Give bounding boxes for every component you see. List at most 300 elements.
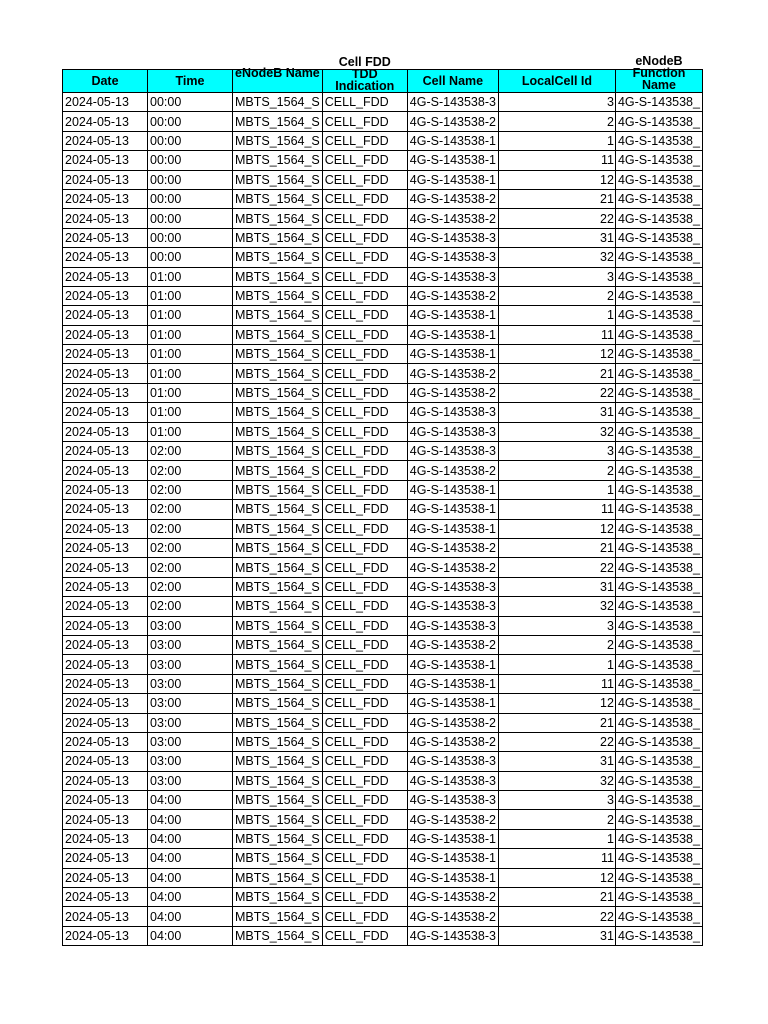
cell-name-cell[interactable]: 4G-S-143538-3 bbox=[407, 597, 498, 616]
cell-fdd-tdd-indication-cell[interactable]: CELL_FDD bbox=[322, 597, 407, 616]
time-cell[interactable]: 00:00 bbox=[148, 209, 233, 228]
cell-fdd-tdd-indication-cell[interactable]: CELL_FDD bbox=[322, 442, 407, 461]
enodeb-function-name-cell[interactable]: 4G-S-143538_ bbox=[615, 286, 702, 305]
localcell-id-cell[interactable]: 22 bbox=[498, 907, 615, 926]
cell-fdd-tdd-indication-cell[interactable]: CELL_FDD bbox=[322, 752, 407, 771]
localcell-id-cell[interactable]: 1 bbox=[498, 655, 615, 674]
localcell-id-cell[interactable]: 12 bbox=[498, 170, 615, 189]
cell-name-cell[interactable]: 4G-S-143538-2 bbox=[407, 209, 498, 228]
time-cell[interactable]: 00:00 bbox=[148, 93, 233, 112]
time-cell[interactable]: 03:00 bbox=[148, 771, 233, 790]
localcell-id-cell[interactable]: 2 bbox=[498, 810, 615, 829]
date-cell[interactable]: 2024-05-13 bbox=[63, 286, 148, 305]
enodeb-name-cell[interactable]: MBTS_1564_S bbox=[233, 170, 323, 189]
cell-fdd-tdd-indication-cell[interactable]: CELL_FDD bbox=[322, 209, 407, 228]
cell-fdd-tdd-indication-cell[interactable]: CELL_FDD bbox=[322, 461, 407, 480]
date-cell[interactable]: 2024-05-13 bbox=[63, 325, 148, 344]
enodeb-name-cell[interactable]: MBTS_1564_S bbox=[233, 403, 323, 422]
localcell-id-cell[interactable]: 3 bbox=[498, 93, 615, 112]
time-cell[interactable]: 03:00 bbox=[148, 674, 233, 693]
cell-fdd-tdd-indication-cell[interactable]: CELL_FDD bbox=[322, 325, 407, 344]
enodeb-function-name-cell[interactable]: 4G-S-143538_ bbox=[615, 267, 702, 286]
enodeb-name-cell[interactable]: MBTS_1564_S bbox=[233, 577, 323, 596]
time-cell[interactable]: 03:00 bbox=[148, 694, 233, 713]
cell-name-cell[interactable]: 4G-S-143538-1 bbox=[407, 868, 498, 887]
localcell-id-cell[interactable]: 12 bbox=[498, 694, 615, 713]
cell-name-cell[interactable]: 4G-S-143538-2 bbox=[407, 286, 498, 305]
cell-name-cell[interactable]: 4G-S-143538-1 bbox=[407, 480, 498, 499]
enodeb-function-name-cell[interactable]: 4G-S-143538_ bbox=[615, 694, 702, 713]
header-localcell-id[interactable]: LocalCell Id bbox=[498, 70, 615, 93]
cell-name-cell[interactable]: 4G-S-143538-1 bbox=[407, 151, 498, 170]
enodeb-name-cell[interactable]: MBTS_1564_S bbox=[233, 500, 323, 519]
localcell-id-cell[interactable]: 12 bbox=[498, 345, 615, 364]
enodeb-name-cell[interactable]: MBTS_1564_S bbox=[233, 694, 323, 713]
enodeb-name-cell[interactable]: MBTS_1564_S bbox=[233, 461, 323, 480]
enodeb-function-name-cell[interactable]: 4G-S-143538_ bbox=[615, 888, 702, 907]
time-cell[interactable]: 04:00 bbox=[148, 888, 233, 907]
localcell-id-cell[interactable]: 2 bbox=[498, 635, 615, 654]
time-cell[interactable]: 00:00 bbox=[148, 228, 233, 247]
header-date[interactable]: Date bbox=[63, 70, 148, 93]
enodeb-function-name-cell[interactable]: 4G-S-143538_ bbox=[615, 926, 702, 945]
time-cell[interactable]: 00:00 bbox=[148, 189, 233, 208]
date-cell[interactable]: 2024-05-13 bbox=[63, 926, 148, 945]
enodeb-name-cell[interactable]: MBTS_1564_S bbox=[233, 907, 323, 926]
date-cell[interactable]: 2024-05-13 bbox=[63, 306, 148, 325]
cell-fdd-tdd-indication-cell[interactable]: CELL_FDD bbox=[322, 577, 407, 596]
enodeb-function-name-cell[interactable]: 4G-S-143538_ bbox=[615, 403, 702, 422]
enodeb-function-name-cell[interactable]: 4G-S-143538_ bbox=[615, 674, 702, 693]
cell-fdd-tdd-indication-cell[interactable]: CELL_FDD bbox=[322, 248, 407, 267]
cell-fdd-tdd-indication-cell[interactable]: CELL_FDD bbox=[322, 810, 407, 829]
localcell-id-cell[interactable]: 21 bbox=[498, 538, 615, 557]
cell-name-cell[interactable]: 4G-S-143538-1 bbox=[407, 849, 498, 868]
localcell-id-cell[interactable]: 22 bbox=[498, 209, 615, 228]
time-cell[interactable]: 02:00 bbox=[148, 442, 233, 461]
cell-fdd-tdd-indication-cell[interactable]: CELL_FDD bbox=[322, 655, 407, 674]
date-cell[interactable]: 2024-05-13 bbox=[63, 461, 148, 480]
cell-fdd-tdd-indication-cell[interactable]: CELL_FDD bbox=[322, 849, 407, 868]
enodeb-function-name-cell[interactable]: 4G-S-143538_ bbox=[615, 461, 702, 480]
cell-fdd-tdd-indication-cell[interactable]: CELL_FDD bbox=[322, 674, 407, 693]
date-cell[interactable]: 2024-05-13 bbox=[63, 364, 148, 383]
localcell-id-cell[interactable]: 1 bbox=[498, 829, 615, 848]
date-cell[interactable]: 2024-05-13 bbox=[63, 151, 148, 170]
date-cell[interactable]: 2024-05-13 bbox=[63, 403, 148, 422]
header-enodeb-function-name[interactable]: eNodeB Function Name bbox=[615, 70, 702, 93]
localcell-id-cell[interactable]: 32 bbox=[498, 771, 615, 790]
enodeb-function-name-cell[interactable]: 4G-S-143538_ bbox=[615, 112, 702, 131]
localcell-id-cell[interactable]: 31 bbox=[498, 403, 615, 422]
cell-name-cell[interactable]: 4G-S-143538-1 bbox=[407, 655, 498, 674]
localcell-id-cell[interactable]: 12 bbox=[498, 868, 615, 887]
cell-fdd-tdd-indication-cell[interactable]: CELL_FDD bbox=[322, 694, 407, 713]
time-cell[interactable]: 01:00 bbox=[148, 325, 233, 344]
cell-name-cell[interactable]: 4G-S-143538-2 bbox=[407, 732, 498, 751]
time-cell[interactable]: 02:00 bbox=[148, 519, 233, 538]
time-cell[interactable]: 04:00 bbox=[148, 810, 233, 829]
time-cell[interactable]: 04:00 bbox=[148, 791, 233, 810]
enodeb-function-name-cell[interactable]: 4G-S-143538_ bbox=[615, 422, 702, 441]
cell-name-cell[interactable]: 4G-S-143538-1 bbox=[407, 500, 498, 519]
enodeb-function-name-cell[interactable]: 4G-S-143538_ bbox=[615, 849, 702, 868]
date-cell[interactable]: 2024-05-13 bbox=[63, 674, 148, 693]
enodeb-function-name-cell[interactable]: 4G-S-143538_ bbox=[615, 306, 702, 325]
cell-name-cell[interactable]: 4G-S-143538-3 bbox=[407, 403, 498, 422]
cell-fdd-tdd-indication-cell[interactable]: CELL_FDD bbox=[322, 771, 407, 790]
cell-name-cell[interactable]: 4G-S-143538-2 bbox=[407, 907, 498, 926]
enodeb-name-cell[interactable]: MBTS_1564_S bbox=[233, 306, 323, 325]
cell-fdd-tdd-indication-cell[interactable]: CELL_FDD bbox=[322, 345, 407, 364]
cell-fdd-tdd-indication-cell[interactable]: CELL_FDD bbox=[322, 558, 407, 577]
enodeb-name-cell[interactable]: MBTS_1564_S bbox=[233, 752, 323, 771]
enodeb-function-name-cell[interactable]: 4G-S-143538_ bbox=[615, 771, 702, 790]
cell-name-cell[interactable]: 4G-S-143538-3 bbox=[407, 771, 498, 790]
enodeb-function-name-cell[interactable]: 4G-S-143538_ bbox=[615, 228, 702, 247]
localcell-id-cell[interactable]: 32 bbox=[498, 422, 615, 441]
localcell-id-cell[interactable]: 11 bbox=[498, 500, 615, 519]
cell-name-cell[interactable]: 4G-S-143538-3 bbox=[407, 791, 498, 810]
enodeb-name-cell[interactable]: MBTS_1564_S bbox=[233, 151, 323, 170]
enodeb-function-name-cell[interactable]: 4G-S-143538_ bbox=[615, 713, 702, 732]
cell-fdd-tdd-indication-cell[interactable]: CELL_FDD bbox=[322, 907, 407, 926]
localcell-id-cell[interactable]: 22 bbox=[498, 558, 615, 577]
cell-fdd-tdd-indication-cell[interactable]: CELL_FDD bbox=[322, 267, 407, 286]
cell-fdd-tdd-indication-cell[interactable]: CELL_FDD bbox=[322, 732, 407, 751]
localcell-id-cell[interactable]: 2 bbox=[498, 112, 615, 131]
time-cell[interactable]: 03:00 bbox=[148, 635, 233, 654]
enodeb-function-name-cell[interactable]: 4G-S-143538_ bbox=[615, 829, 702, 848]
localcell-id-cell[interactable]: 1 bbox=[498, 480, 615, 499]
cell-fdd-tdd-indication-cell[interactable]: CELL_FDD bbox=[322, 93, 407, 112]
cell-name-cell[interactable]: 4G-S-143538-1 bbox=[407, 131, 498, 150]
enodeb-name-cell[interactable]: MBTS_1564_S bbox=[233, 810, 323, 829]
cell-fdd-tdd-indication-cell[interactable]: CELL_FDD bbox=[322, 228, 407, 247]
enodeb-function-name-cell[interactable]: 4G-S-143538_ bbox=[615, 558, 702, 577]
cell-fdd-tdd-indication-cell[interactable]: CELL_FDD bbox=[322, 151, 407, 170]
time-cell[interactable]: 02:00 bbox=[148, 480, 233, 499]
time-cell[interactable]: 02:00 bbox=[148, 558, 233, 577]
date-cell[interactable]: 2024-05-13 bbox=[63, 558, 148, 577]
cell-name-cell[interactable]: 4G-S-143538-2 bbox=[407, 112, 498, 131]
cell-fdd-tdd-indication-cell[interactable]: CELL_FDD bbox=[322, 500, 407, 519]
localcell-id-cell[interactable]: 31 bbox=[498, 752, 615, 771]
cell-fdd-tdd-indication-cell[interactable]: CELL_FDD bbox=[322, 635, 407, 654]
cell-fdd-tdd-indication-cell[interactable]: CELL_FDD bbox=[322, 791, 407, 810]
date-cell[interactable]: 2024-05-13 bbox=[63, 694, 148, 713]
cell-name-cell[interactable]: 4G-S-143538-3 bbox=[407, 422, 498, 441]
cell-name-cell[interactable]: 4G-S-143538-3 bbox=[407, 248, 498, 267]
enodeb-name-cell[interactable]: MBTS_1564_S bbox=[233, 732, 323, 751]
localcell-id-cell[interactable]: 32 bbox=[498, 597, 615, 616]
date-cell[interactable]: 2024-05-13 bbox=[63, 189, 148, 208]
date-cell[interactable]: 2024-05-13 bbox=[63, 500, 148, 519]
cell-name-cell[interactable]: 4G-S-143538-1 bbox=[407, 829, 498, 848]
time-cell[interactable]: 01:00 bbox=[148, 364, 233, 383]
enodeb-name-cell[interactable]: MBTS_1564_S bbox=[233, 325, 323, 344]
cell-name-cell[interactable]: 4G-S-143538-1 bbox=[407, 170, 498, 189]
date-cell[interactable]: 2024-05-13 bbox=[63, 849, 148, 868]
date-cell[interactable]: 2024-05-13 bbox=[63, 248, 148, 267]
enodeb-function-name-cell[interactable]: 4G-S-143538_ bbox=[615, 868, 702, 887]
enodeb-function-name-cell[interactable]: 4G-S-143538_ bbox=[615, 248, 702, 267]
enodeb-name-cell[interactable]: MBTS_1564_S bbox=[233, 538, 323, 557]
enodeb-function-name-cell[interactable]: 4G-S-143538_ bbox=[615, 480, 702, 499]
enodeb-name-cell[interactable]: MBTS_1564_S bbox=[233, 635, 323, 654]
cell-name-cell[interactable]: 4G-S-143538-2 bbox=[407, 635, 498, 654]
enodeb-name-cell[interactable]: MBTS_1564_S bbox=[233, 93, 323, 112]
enodeb-name-cell[interactable]: MBTS_1564_S bbox=[233, 791, 323, 810]
date-cell[interactable]: 2024-05-13 bbox=[63, 383, 148, 402]
cell-name-cell[interactable]: 4G-S-143538-2 bbox=[407, 383, 498, 402]
cell-name-cell[interactable]: 4G-S-143538-2 bbox=[407, 810, 498, 829]
cell-name-cell[interactable]: 4G-S-143538-2 bbox=[407, 538, 498, 557]
cell-name-cell[interactable]: 4G-S-143538-2 bbox=[407, 461, 498, 480]
date-cell[interactable]: 2024-05-13 bbox=[63, 422, 148, 441]
enodeb-function-name-cell[interactable]: 4G-S-143538_ bbox=[615, 810, 702, 829]
cell-name-cell[interactable]: 4G-S-143538-2 bbox=[407, 713, 498, 732]
enodeb-name-cell[interactable]: MBTS_1564_S bbox=[233, 228, 323, 247]
time-cell[interactable]: 04:00 bbox=[148, 868, 233, 887]
time-cell[interactable]: 04:00 bbox=[148, 829, 233, 848]
date-cell[interactable]: 2024-05-13 bbox=[63, 791, 148, 810]
cell-fdd-tdd-indication-cell[interactable]: CELL_FDD bbox=[322, 868, 407, 887]
cell-name-cell[interactable]: 4G-S-143538-3 bbox=[407, 616, 498, 635]
enodeb-function-name-cell[interactable]: 4G-S-143538_ bbox=[615, 538, 702, 557]
date-cell[interactable]: 2024-05-13 bbox=[63, 442, 148, 461]
time-cell[interactable]: 02:00 bbox=[148, 500, 233, 519]
enodeb-name-cell[interactable]: MBTS_1564_S bbox=[233, 597, 323, 616]
enodeb-name-cell[interactable]: MBTS_1564_S bbox=[233, 771, 323, 790]
cell-name-cell[interactable]: 4G-S-143538-3 bbox=[407, 267, 498, 286]
header-enodeb-name[interactable]: eNodeB Name bbox=[233, 70, 323, 93]
date-cell[interactable]: 2024-05-13 bbox=[63, 597, 148, 616]
enodeb-name-cell[interactable]: MBTS_1564_S bbox=[233, 248, 323, 267]
enodeb-function-name-cell[interactable]: 4G-S-143538_ bbox=[615, 364, 702, 383]
enodeb-function-name-cell[interactable]: 4G-S-143538_ bbox=[615, 170, 702, 189]
enodeb-function-name-cell[interactable]: 4G-S-143538_ bbox=[615, 189, 702, 208]
localcell-id-cell[interactable]: 21 bbox=[498, 713, 615, 732]
enodeb-name-cell[interactable]: MBTS_1564_S bbox=[233, 655, 323, 674]
time-cell[interactable]: 00:00 bbox=[148, 248, 233, 267]
enodeb-function-name-cell[interactable]: 4G-S-143538_ bbox=[615, 577, 702, 596]
localcell-id-cell[interactable]: 12 bbox=[498, 519, 615, 538]
localcell-id-cell[interactable]: 1 bbox=[498, 131, 615, 150]
localcell-id-cell[interactable]: 3 bbox=[498, 267, 615, 286]
date-cell[interactable]: 2024-05-13 bbox=[63, 267, 148, 286]
time-cell[interactable]: 02:00 bbox=[148, 577, 233, 596]
localcell-id-cell[interactable]: 31 bbox=[498, 926, 615, 945]
enodeb-name-cell[interactable]: MBTS_1564_S bbox=[233, 926, 323, 945]
enodeb-name-cell[interactable]: MBTS_1564_S bbox=[233, 713, 323, 732]
localcell-id-cell[interactable]: 11 bbox=[498, 674, 615, 693]
enodeb-name-cell[interactable]: MBTS_1564_S bbox=[233, 345, 323, 364]
date-cell[interactable]: 2024-05-13 bbox=[63, 209, 148, 228]
date-cell[interactable]: 2024-05-13 bbox=[63, 170, 148, 189]
time-cell[interactable]: 03:00 bbox=[148, 752, 233, 771]
enodeb-name-cell[interactable]: MBTS_1564_S bbox=[233, 131, 323, 150]
enodeb-function-name-cell[interactable]: 4G-S-143538_ bbox=[615, 345, 702, 364]
cell-name-cell[interactable]: 4G-S-143538-1 bbox=[407, 325, 498, 344]
cell-fdd-tdd-indication-cell[interactable]: CELL_FDD bbox=[322, 112, 407, 131]
cell-fdd-tdd-indication-cell[interactable]: CELL_FDD bbox=[322, 286, 407, 305]
localcell-id-cell[interactable]: 22 bbox=[498, 732, 615, 751]
enodeb-function-name-cell[interactable]: 4G-S-143538_ bbox=[615, 93, 702, 112]
cell-name-cell[interactable]: 4G-S-143538-2 bbox=[407, 189, 498, 208]
time-cell[interactable]: 03:00 bbox=[148, 616, 233, 635]
time-cell[interactable]: 02:00 bbox=[148, 597, 233, 616]
cell-fdd-tdd-indication-cell[interactable]: CELL_FDD bbox=[322, 926, 407, 945]
header-time[interactable]: Time bbox=[148, 70, 233, 93]
time-cell[interactable]: 03:00 bbox=[148, 655, 233, 674]
cell-name-cell[interactable]: 4G-S-143538-3 bbox=[407, 752, 498, 771]
cell-fdd-tdd-indication-cell[interactable]: CELL_FDD bbox=[322, 829, 407, 848]
enodeb-name-cell[interactable]: MBTS_1564_S bbox=[233, 442, 323, 461]
cell-name-cell[interactable]: 4G-S-143538-1 bbox=[407, 345, 498, 364]
enodeb-function-name-cell[interactable]: 4G-S-143538_ bbox=[615, 500, 702, 519]
date-cell[interactable]: 2024-05-13 bbox=[63, 480, 148, 499]
enodeb-function-name-cell[interactable]: 4G-S-143538_ bbox=[615, 151, 702, 170]
enodeb-function-name-cell[interactable]: 4G-S-143538_ bbox=[615, 791, 702, 810]
enodeb-name-cell[interactable]: MBTS_1564_S bbox=[233, 209, 323, 228]
enodeb-function-name-cell[interactable]: 4G-S-143538_ bbox=[615, 907, 702, 926]
date-cell[interactable]: 2024-05-13 bbox=[63, 907, 148, 926]
enodeb-function-name-cell[interactable]: 4G-S-143538_ bbox=[615, 442, 702, 461]
localcell-id-cell[interactable]: 21 bbox=[498, 364, 615, 383]
cell-name-cell[interactable]: 4G-S-143538-1 bbox=[407, 674, 498, 693]
enodeb-name-cell[interactable]: MBTS_1564_S bbox=[233, 868, 323, 887]
cell-name-cell[interactable]: 4G-S-143538-3 bbox=[407, 577, 498, 596]
date-cell[interactable]: 2024-05-13 bbox=[63, 519, 148, 538]
date-cell[interactable]: 2024-05-13 bbox=[63, 538, 148, 557]
cell-name-cell[interactable]: 4G-S-143538-3 bbox=[407, 442, 498, 461]
cell-fdd-tdd-indication-cell[interactable]: CELL_FDD bbox=[322, 616, 407, 635]
time-cell[interactable]: 00:00 bbox=[148, 112, 233, 131]
time-cell[interactable]: 02:00 bbox=[148, 538, 233, 557]
localcell-id-cell[interactable]: 3 bbox=[498, 791, 615, 810]
cell-name-cell[interactable]: 4G-S-143538-3 bbox=[407, 93, 498, 112]
cell-name-cell[interactable]: 4G-S-143538-1 bbox=[407, 519, 498, 538]
time-cell[interactable]: 01:00 bbox=[148, 422, 233, 441]
localcell-id-cell[interactable]: 1 bbox=[498, 306, 615, 325]
time-cell[interactable]: 00:00 bbox=[148, 170, 233, 189]
enodeb-name-cell[interactable]: MBTS_1564_S bbox=[233, 558, 323, 577]
cell-fdd-tdd-indication-cell[interactable]: CELL_FDD bbox=[322, 364, 407, 383]
time-cell[interactable]: 01:00 bbox=[148, 383, 233, 402]
cell-fdd-tdd-indication-cell[interactable]: CELL_FDD bbox=[322, 131, 407, 150]
time-cell[interactable]: 03:00 bbox=[148, 713, 233, 732]
cell-name-cell[interactable]: 4G-S-143538-2 bbox=[407, 558, 498, 577]
enodeb-name-cell[interactable]: MBTS_1564_S bbox=[233, 519, 323, 538]
time-cell[interactable]: 01:00 bbox=[148, 306, 233, 325]
date-cell[interactable]: 2024-05-13 bbox=[63, 93, 148, 112]
enodeb-function-name-cell[interactable]: 4G-S-143538_ bbox=[615, 616, 702, 635]
enodeb-function-name-cell[interactable]: 4G-S-143538_ bbox=[615, 635, 702, 654]
time-cell[interactable]: 04:00 bbox=[148, 926, 233, 945]
cell-fdd-tdd-indication-cell[interactable]: CELL_FDD bbox=[322, 480, 407, 499]
date-cell[interactable]: 2024-05-13 bbox=[63, 771, 148, 790]
cell-name-cell[interactable]: 4G-S-143538-2 bbox=[407, 364, 498, 383]
date-cell[interactable]: 2024-05-13 bbox=[63, 616, 148, 635]
date-cell[interactable]: 2024-05-13 bbox=[63, 752, 148, 771]
time-cell[interactable]: 00:00 bbox=[148, 151, 233, 170]
enodeb-name-cell[interactable]: MBTS_1564_S bbox=[233, 364, 323, 383]
date-cell[interactable]: 2024-05-13 bbox=[63, 112, 148, 131]
localcell-id-cell[interactable]: 21 bbox=[498, 888, 615, 907]
time-cell[interactable]: 01:00 bbox=[148, 286, 233, 305]
header-cell-fdd-tdd-indication[interactable]: Cell FDD TDD Indication bbox=[322, 70, 407, 93]
time-cell[interactable]: 04:00 bbox=[148, 849, 233, 868]
date-cell[interactable]: 2024-05-13 bbox=[63, 655, 148, 674]
cell-name-cell[interactable]: 4G-S-143538-1 bbox=[407, 694, 498, 713]
localcell-id-cell[interactable]: 3 bbox=[498, 616, 615, 635]
date-cell[interactable]: 2024-05-13 bbox=[63, 345, 148, 364]
enodeb-function-name-cell[interactable]: 4G-S-143538_ bbox=[615, 519, 702, 538]
localcell-id-cell[interactable]: 22 bbox=[498, 383, 615, 402]
cell-fdd-tdd-indication-cell[interactable]: CELL_FDD bbox=[322, 170, 407, 189]
enodeb-name-cell[interactable]: MBTS_1564_S bbox=[233, 189, 323, 208]
localcell-id-cell[interactable]: 31 bbox=[498, 228, 615, 247]
cell-fdd-tdd-indication-cell[interactable]: CELL_FDD bbox=[322, 306, 407, 325]
date-cell[interactable]: 2024-05-13 bbox=[63, 810, 148, 829]
enodeb-function-name-cell[interactable]: 4G-S-143538_ bbox=[615, 383, 702, 402]
localcell-id-cell[interactable]: 21 bbox=[498, 189, 615, 208]
localcell-id-cell[interactable]: 11 bbox=[498, 325, 615, 344]
cell-fdd-tdd-indication-cell[interactable]: CELL_FDD bbox=[322, 538, 407, 557]
enodeb-function-name-cell[interactable]: 4G-S-143538_ bbox=[615, 752, 702, 771]
cell-name-cell[interactable]: 4G-S-143538-1 bbox=[407, 306, 498, 325]
cell-name-cell[interactable]: 4G-S-143538-3 bbox=[407, 926, 498, 945]
localcell-id-cell[interactable]: 11 bbox=[498, 849, 615, 868]
enodeb-function-name-cell[interactable]: 4G-S-143538_ bbox=[615, 209, 702, 228]
cell-fdd-tdd-indication-cell[interactable]: CELL_FDD bbox=[322, 519, 407, 538]
enodeb-name-cell[interactable]: MBTS_1564_S bbox=[233, 888, 323, 907]
date-cell[interactable]: 2024-05-13 bbox=[63, 888, 148, 907]
cell-fdd-tdd-indication-cell[interactable]: CELL_FDD bbox=[322, 403, 407, 422]
cell-name-cell[interactable]: 4G-S-143538-2 bbox=[407, 888, 498, 907]
enodeb-name-cell[interactable]: MBTS_1564_S bbox=[233, 112, 323, 131]
enodeb-name-cell[interactable]: MBTS_1564_S bbox=[233, 829, 323, 848]
date-cell[interactable]: 2024-05-13 bbox=[63, 829, 148, 848]
localcell-id-cell[interactable]: 11 bbox=[498, 151, 615, 170]
enodeb-name-cell[interactable]: MBTS_1564_S bbox=[233, 286, 323, 305]
localcell-id-cell[interactable]: 2 bbox=[498, 461, 615, 480]
cell-fdd-tdd-indication-cell[interactable]: CELL_FDD bbox=[322, 422, 407, 441]
enodeb-function-name-cell[interactable]: 4G-S-143538_ bbox=[615, 655, 702, 674]
localcell-id-cell[interactable]: 31 bbox=[498, 577, 615, 596]
time-cell[interactable]: 02:00 bbox=[148, 461, 233, 480]
time-cell[interactable]: 04:00 bbox=[148, 907, 233, 926]
enodeb-name-cell[interactable]: MBTS_1564_S bbox=[233, 849, 323, 868]
enodeb-function-name-cell[interactable]: 4G-S-143538_ bbox=[615, 325, 702, 344]
date-cell[interactable]: 2024-05-13 bbox=[63, 868, 148, 887]
date-cell[interactable]: 2024-05-13 bbox=[63, 713, 148, 732]
enodeb-function-name-cell[interactable]: 4G-S-143538_ bbox=[615, 597, 702, 616]
enodeb-function-name-cell[interactable]: 4G-S-143538_ bbox=[615, 732, 702, 751]
time-cell[interactable]: 01:00 bbox=[148, 403, 233, 422]
localcell-id-cell[interactable]: 2 bbox=[498, 286, 615, 305]
localcell-id-cell[interactable]: 32 bbox=[498, 248, 615, 267]
cell-fdd-tdd-indication-cell[interactable]: CELL_FDD bbox=[322, 189, 407, 208]
enodeb-name-cell[interactable]: MBTS_1564_S bbox=[233, 383, 323, 402]
cell-name-cell[interactable]: 4G-S-143538-3 bbox=[407, 228, 498, 247]
date-cell[interactable]: 2024-05-13 bbox=[63, 577, 148, 596]
enodeb-name-cell[interactable]: MBTS_1564_S bbox=[233, 422, 323, 441]
time-cell[interactable]: 01:00 bbox=[148, 345, 233, 364]
enodeb-name-cell[interactable]: MBTS_1564_S bbox=[233, 267, 323, 286]
cell-fdd-tdd-indication-cell[interactable]: CELL_FDD bbox=[322, 383, 407, 402]
